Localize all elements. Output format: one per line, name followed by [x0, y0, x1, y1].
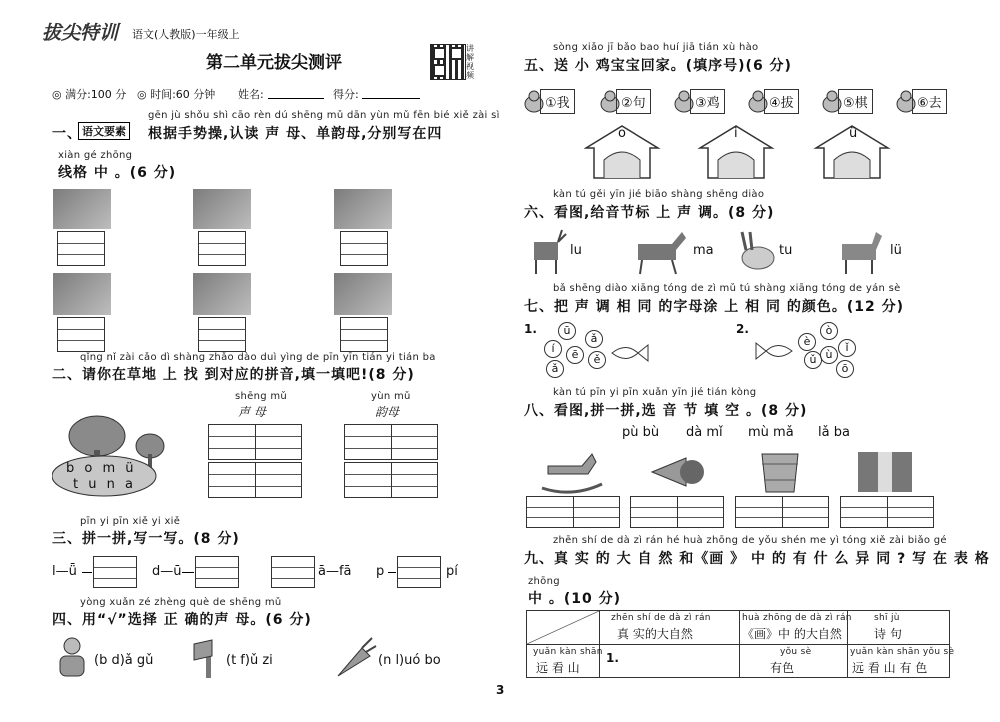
rocking-horse-image: [538, 448, 604, 494]
cell-pinyin: yuǎn kàn shān yǒu sè: [850, 647, 955, 657]
table-header: 真 实的大自然: [617, 627, 693, 641]
hand-gesture-image: [193, 189, 251, 229]
bubble[interactable]: ù: [820, 346, 838, 364]
q8-pinyin: kàn tú pīn yi pīn xuǎn yīn jié tián kòng: [553, 387, 757, 398]
writing-box[interactable]: [57, 231, 105, 266]
option-syllable: pù bù: [622, 425, 660, 440]
writing-box[interactable]: [198, 231, 246, 266]
fish-icon: [610, 342, 650, 364]
answer-box[interactable]: [630, 496, 724, 528]
qr-code-icon[interactable]: [430, 44, 466, 80]
answer-box[interactable]: [93, 556, 137, 588]
bubble[interactable]: ǎ: [585, 330, 603, 348]
q6-syllable: lu: [570, 243, 582, 258]
writing-box[interactable]: [340, 317, 388, 352]
q5-text: 五、送 小 鸡宝宝回家。(填序号)(6 分): [524, 58, 792, 74]
q6-syllable: ma: [693, 243, 714, 258]
writing-box[interactable]: [57, 317, 105, 352]
chick-label[interactable]: ①我: [540, 89, 575, 114]
q9-text-2: 中 。(10 分): [528, 591, 622, 607]
yunmu-label: 韵母: [375, 405, 400, 419]
q6-pinyin: kàn tú gěi yīn jié biāo shàng shēng diào: [553, 189, 765, 200]
bubble[interactable]: ǐ: [838, 339, 856, 357]
q1-text: 根据手势操,认读 声 母、单韵母,分别写在四: [148, 126, 443, 142]
house-letter: ü: [849, 126, 858, 141]
bubble[interactable]: í: [544, 340, 562, 358]
q3-pinyin: pīn yi pīn xiě yi xiě: [80, 516, 181, 527]
chick-label[interactable]: ②句: [616, 89, 651, 114]
time-limit: ◎ 时间:60 分钟: [137, 88, 216, 101]
page-title: 第二单元拔尖测评: [206, 53, 342, 73]
q4-item: (n l)uó bo: [378, 653, 441, 668]
chick-label[interactable]: ⑤棋: [838, 89, 873, 114]
writing-box[interactable]: [340, 231, 388, 266]
table-header-pinyin: shī jù: [874, 613, 900, 623]
answer-box[interactable]: [271, 556, 315, 588]
q9-pinyin-2: zhōng: [528, 576, 560, 587]
table-cell: 有色: [770, 661, 795, 675]
table-header-pinyin: huà zhōng de dà zì rán: [742, 613, 852, 623]
pinyin-item: l—ǖ: [52, 564, 77, 579]
pinyin-item: p: [376, 564, 385, 579]
donkey-image: [836, 226, 886, 276]
q1-tag: 语文要素: [78, 122, 130, 140]
bubble[interactable]: è: [798, 333, 816, 351]
yunmu-box[interactable]: [344, 424, 438, 460]
bubble[interactable]: ē: [566, 346, 584, 364]
hand-gesture-image: [53, 189, 111, 229]
name-field[interactable]: [268, 98, 324, 99]
full-score: ◎ 满分:100 分: [52, 88, 127, 101]
shengmu-label: 声 母: [238, 405, 266, 419]
q1-pinyin-2: xiàn gé zhōng: [58, 150, 133, 161]
page-number: 3: [496, 683, 505, 697]
answer-box[interactable]: [397, 556, 441, 588]
answer-box[interactable]: [840, 496, 934, 528]
arrow-icon: [182, 572, 194, 573]
yunmu-pinyin: yùn mǔ: [371, 391, 411, 402]
option-syllable: mù mǎ: [748, 425, 794, 440]
arrow-icon: [388, 572, 396, 573]
grass-letters-row1: b o m ü: [66, 461, 134, 476]
q2-pinyin: qǐng nǐ zài cǎo dì shàng zhǎo dào duì yìng de pīn yīn tián yi tián ba: [80, 352, 436, 363]
arrow-icon: [82, 572, 92, 573]
chick-label[interactable]: ④拔: [764, 89, 799, 114]
qr-label: 讲解视频: [466, 44, 474, 80]
trumpet-image: [648, 448, 712, 494]
table-cell: 远 看 山 有 色: [852, 661, 928, 675]
rice-bucket-image: [758, 448, 802, 494]
writing-box[interactable]: [198, 317, 246, 352]
hand-gesture-image: [193, 273, 251, 315]
axe-image: [190, 636, 226, 680]
bubble[interactable]: ǎ: [546, 360, 564, 378]
q5-pinyin: sòng xiǎo jī bǎo bao huí jiā tián xù hào: [553, 42, 759, 53]
q7-text: 七、把 声 调 相 同 的字母涂 上 相 同 的颜色。(12 分): [524, 299, 905, 315]
table-header: 《画》中 的大自然: [742, 627, 842, 641]
q1-number: 一、: [52, 126, 82, 142]
subject-label: 语文(人教版)一年级上: [132, 28, 240, 41]
cell-pinyin: yǒu sè: [780, 647, 812, 657]
hand-gesture-image: [334, 273, 392, 315]
hand-gesture-image: [53, 273, 111, 315]
horse-image: [632, 226, 688, 276]
group-label: 1.: [524, 322, 537, 336]
yunmu-box[interactable]: [344, 462, 438, 498]
deer-image: [524, 226, 568, 276]
pinyin-item: pí: [446, 564, 458, 579]
score-field[interactable]: [362, 98, 420, 99]
bubble[interactable]: ò: [820, 322, 838, 340]
q2-text: 二、请你在草地 上 找 到对应的拼音,填一填吧!(8 分): [52, 367, 415, 383]
q4-text: 四、用“√”选择 正 确的声 母。(6 分): [52, 612, 312, 628]
chick-row: [520, 86, 960, 120]
bubble[interactable]: ě: [588, 351, 606, 369]
q6-syllable: lü: [890, 243, 902, 258]
q4-item: (t f)ǔ zi: [226, 653, 273, 668]
q8-text: 八、看图,拼一拼,选 音 节 填 空 。(8 分): [524, 403, 808, 419]
bubble[interactable]: ō: [836, 360, 854, 378]
q4-item: (b d)ǎ gǔ: [94, 653, 154, 668]
table-header-pinyin: zhēn shí de dà zì rán: [611, 613, 711, 623]
group-label: 2.: [736, 322, 749, 336]
pinyin-item: ā—fā: [318, 564, 352, 579]
q9-text: 九、真 实 的 大 自 然 和《画 》 中 的 有 什 么 异 同 ? 写 在 表 格: [524, 551, 990, 567]
q1-pinyin: gēn jù shǒu shì cāo rèn dú shēng mǔ dān yùn mǔ fēn bié xiě zài sì: [148, 110, 500, 121]
waterfall-image: [856, 450, 914, 494]
q4-pinyin: yòng xuǎn zé zhèng què de shēng mǔ: [80, 597, 282, 608]
answer-cell[interactable]: 1.: [606, 651, 619, 665]
shengmu-pinyin: shēng mǔ: [235, 391, 288, 402]
grass-letters-row2: t u n a: [73, 477, 133, 492]
house-letter: o: [618, 126, 626, 141]
logo: 拔尖特训: [42, 22, 119, 44]
q7-pinyin: bǎ shēng diào xiāng tóng de zì mǔ tú shàng xiāng tóng de yán sè: [553, 283, 901, 294]
carrot-image: [332, 636, 378, 680]
answer-box[interactable]: [526, 496, 620, 528]
shengmu-box[interactable]: [208, 462, 302, 498]
score-label: 得分:: [333, 88, 359, 101]
pinyin-item: d—ū: [152, 564, 182, 579]
shengmu-box[interactable]: [208, 424, 302, 460]
q3-text: 三、拼一拼,写一写。(8 分): [52, 531, 240, 547]
chick-label[interactable]: ⑥去: [912, 89, 947, 114]
hand-gesture-image: [334, 189, 392, 229]
row-header: 远 看 山: [536, 661, 580, 675]
answer-box[interactable]: [735, 496, 829, 528]
q9-pinyin: zhēn shí de dà zì rán hé huà zhōng de yǒu shén me yì tóng xiě zài biǎo gé: [553, 535, 947, 546]
table-header: 诗 句: [874, 627, 902, 641]
fish-icon: [754, 340, 794, 362]
answer-box[interactable]: [195, 556, 239, 588]
option-syllable: lǎ ba: [818, 425, 850, 440]
rabbit-image: [736, 228, 776, 272]
bubble[interactable]: ū: [558, 322, 576, 340]
chick-label[interactable]: ③鸡: [690, 89, 725, 114]
bubble[interactable]: ǔ: [804, 351, 822, 369]
drum-boy-image: [54, 636, 94, 680]
house-letter: i: [734, 126, 738, 141]
option-syllable: dà mǐ: [686, 425, 723, 440]
row-header-pinyin: yuǎn kàn shān: [533, 647, 603, 657]
q1-text-2: 线格 中 。(6 分): [58, 165, 177, 181]
q6-text: 六、看图,给音节标 上 声 调。(8 分): [524, 205, 775, 221]
name-label: 姓名:: [238, 88, 264, 101]
q6-syllable: tu: [779, 243, 793, 258]
